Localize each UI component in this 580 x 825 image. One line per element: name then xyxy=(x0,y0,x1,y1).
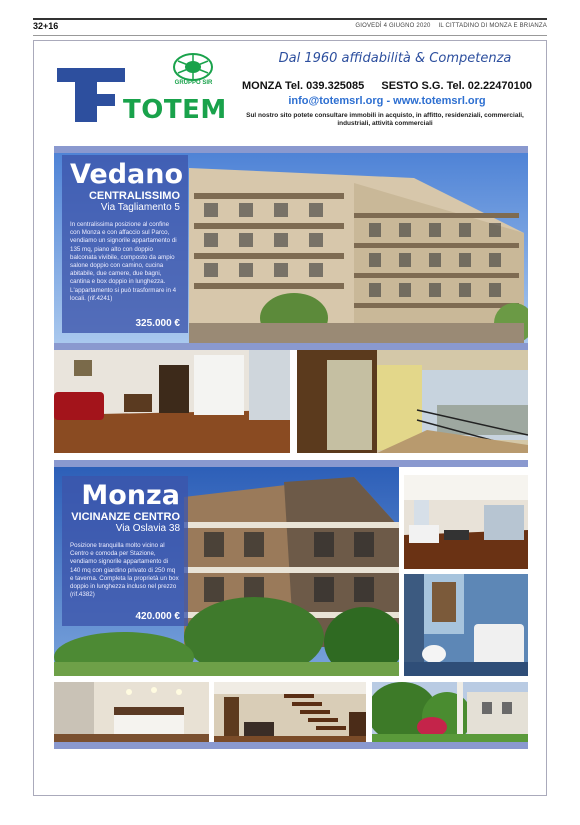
group-label: GRUPPO SIR xyxy=(174,80,213,86)
vedano-balcony-photo xyxy=(297,350,528,453)
listing-street: Via Tagliamento 5 xyxy=(100,202,180,213)
vedano-living-room-photo xyxy=(54,350,290,453)
web-contacts: info@totemsrl.org - www.totemsrl.org xyxy=(288,95,486,107)
monza-bathroom-photo xyxy=(404,574,528,676)
monza-staircase-photo xyxy=(214,682,366,742)
slogan: Dal 1960 affidabilità & Competenza xyxy=(278,51,512,66)
newspaper-masthead xyxy=(33,18,547,36)
header-description: Sul nostro sito potete consultare immobili in acquisto, in affitto, residenziali, commerciali, industriali, attività commerciali xyxy=(246,112,524,127)
page-number: 32+16 xyxy=(33,21,59,31)
phone-numbers xyxy=(242,80,532,92)
phone-sesto: SESTO S.G. Tel. 02.22470100 xyxy=(381,80,532,92)
divider-bar xyxy=(54,343,528,350)
issue-date: GIOVEDÌ 4 GIUGNO 2020 xyxy=(355,23,431,29)
listing-description: In centralissima posizione al confine con Monza e con affaccio sul Parco, vendiamo un signorile appartamento di 135 mq, piano alto con doppio balconata vivibile, composto da ampio salone doppio con camino, cucina abitabile, due camere, due bagni, cantina e box doppio in lunghezza. L'appartamento si può trasformare in 4 locali. (rif.4241) xyxy=(70,221,177,302)
listing-city: Monza xyxy=(81,480,180,511)
soccer-ball-icon xyxy=(172,52,214,82)
newspaper-name: IL CITTADINO DI MONZA E BRIANZA xyxy=(438,23,547,29)
divider-bar xyxy=(54,742,528,749)
listing-street: Via Oslavia 38 xyxy=(115,523,180,534)
totem-logo-text: TOTEM xyxy=(123,95,227,125)
listing-zone: CENTRALISSIMO xyxy=(88,190,180,202)
monza-living-room-photo xyxy=(404,475,528,569)
vedano-info-box xyxy=(62,155,188,333)
listing-description: Posizione tranquilla molto vicino al Centro e comoda per Stazione, vendiamo signorile appartamento di 140 mq con giardino privato di 250 mq e taverna. Completa la proprietà un box doppio in lunghezza incluso nel prezzo (rif.4382) xyxy=(70,542,179,599)
divider-bar xyxy=(54,146,528,153)
listing-price: 420.000 € xyxy=(135,611,180,622)
monza-info-box xyxy=(62,476,188,626)
listing-price: 325.000 € xyxy=(135,318,180,329)
listing-city: Vedano xyxy=(70,159,184,190)
listing-zone: VICINANZE CENTRO xyxy=(71,511,180,523)
phone-monza: MONZA Tel. 039.325085 xyxy=(242,80,365,92)
masthead-info xyxy=(349,23,547,29)
divider-bar xyxy=(54,460,528,467)
monza-garden-photo xyxy=(372,682,528,742)
monza-bedroom-photo xyxy=(54,682,209,742)
totem-t-logo-icon xyxy=(57,68,127,123)
